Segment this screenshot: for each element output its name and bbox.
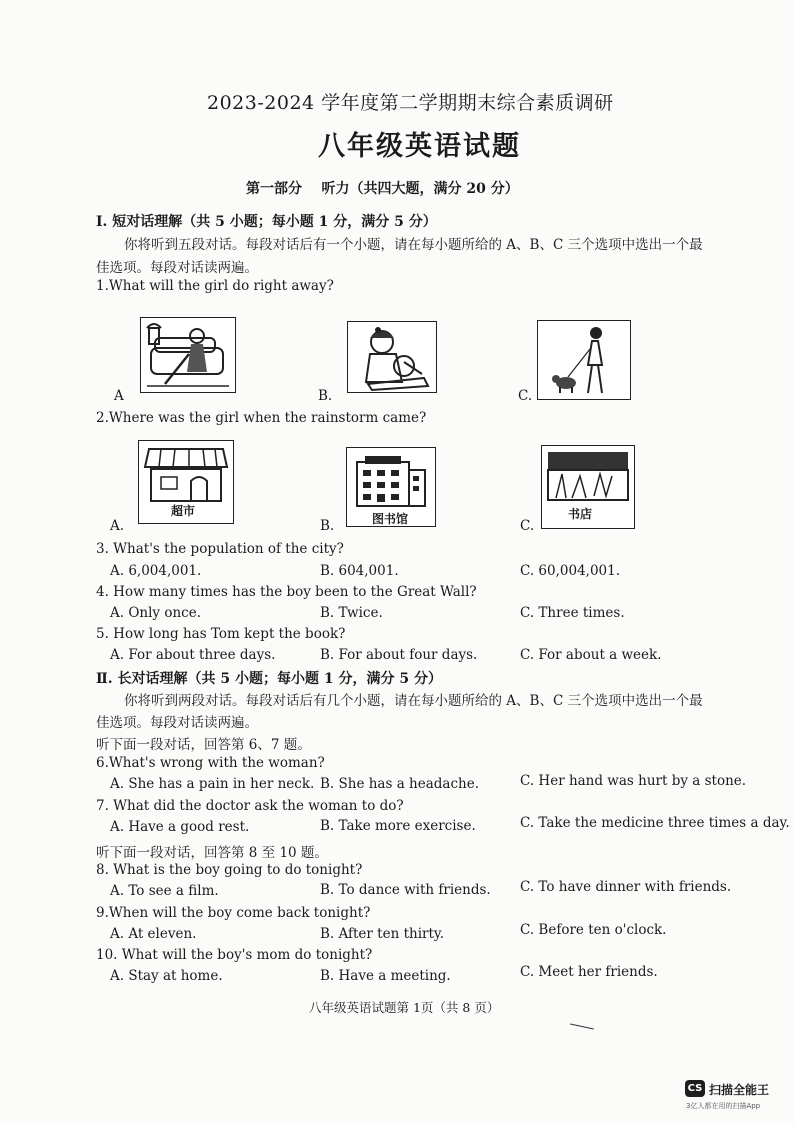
q8-option-c[interactable]: C. To have dinner with friends. xyxy=(520,879,732,895)
q9-option-b[interactable]: B. After ten thirty. xyxy=(320,926,445,942)
watermark-name: 扫描全能王 xyxy=(709,1083,770,1097)
q3-option-c[interactable]: C. 60,004,001. xyxy=(520,563,621,579)
exam-period-title: 2023-2024 学年度第二学期期末综合素质调研 xyxy=(207,92,614,114)
scan-mark xyxy=(570,1024,594,1030)
watermark-subtitle: 3亿人都在用的扫描App xyxy=(686,1102,761,1110)
q2-caption-b: 图书馆 xyxy=(372,512,409,526)
part-heading: 第一部分 听力（共四大题，满分 20 分） xyxy=(246,181,519,197)
q3-stem: 3. What's the population of the city? xyxy=(96,541,344,557)
q5-option-c[interactable]: C. For about a week. xyxy=(520,647,662,663)
section1-instruction: 你将听到五段对话。每段对话后有一个小题，请在每小题所给的 A、B、C 三个选项中选出一个最 xyxy=(124,237,703,253)
q1-option-c[interactable]: C. xyxy=(518,388,533,404)
q3-option-b[interactable]: B. 604,001. xyxy=(320,563,399,579)
q4-option-b[interactable]: B. Twice. xyxy=(320,605,383,621)
q8-stem: 8. What is the boy going to do tonight? xyxy=(96,862,363,878)
girl-reading-icon xyxy=(348,322,436,392)
q2-option-c[interactable]: C. xyxy=(520,518,535,534)
q7-option-c[interactable]: C. Take the medicine three times a day. xyxy=(520,815,790,831)
q1-picture-c xyxy=(537,320,631,400)
q10-option-a[interactable]: A. Stay at home. xyxy=(110,968,223,984)
q7-option-a[interactable]: A. Have a good rest. xyxy=(110,819,250,835)
section2-heading: Ⅱ. 长对话理解（共 5 小题；每小题 1 分，满分 5 分） xyxy=(96,671,443,687)
q7-stem: 7. What did the doctor ask the woman to do? xyxy=(96,798,404,814)
q9-option-a[interactable]: A. At eleven. xyxy=(110,926,197,942)
dialogue-note-1: 听下面一段对话，回答第 6、7 题。 xyxy=(96,737,311,753)
q8-option-b[interactable]: B. To dance with friends. xyxy=(320,882,491,898)
section1-instruction-cont: 佳选项。每段对话读两遍。 xyxy=(96,260,258,276)
section1-heading: Ⅰ. 短对话理解（共 5 小题；每小题 1 分，满分 5 分） xyxy=(96,214,437,230)
q4-option-c[interactable]: C. Three times. xyxy=(520,605,625,621)
q2-stem: 2.Where was the girl when the rainstorm came? xyxy=(96,410,427,426)
q5-option-b[interactable]: B. For about four days. xyxy=(320,647,478,663)
q5-stem: 5. How long has Tom kept the book? xyxy=(96,626,346,642)
walking-dog-icon xyxy=(538,321,630,399)
q8-option-a[interactable]: A. To see a film. xyxy=(110,883,219,899)
section2-instruction-cont: 佳选项。每段对话读两遍。 xyxy=(96,715,258,731)
dialogue-note-2: 听下面一段对话，回答第 8 至 10 题。 xyxy=(96,845,328,861)
q2-caption-a: 超市 xyxy=(171,504,196,518)
q1-picture-b xyxy=(347,321,437,393)
q1-option-b[interactable]: B. xyxy=(318,388,333,404)
q7-option-b[interactable]: B. Take more exercise. xyxy=(320,818,476,834)
q10-stem: 10. What will the boy's mom do tonight? xyxy=(96,947,373,963)
q6-option-b[interactable]: B. She has a headache. xyxy=(320,776,479,792)
q4-stem: 4. How many times has the boy been to the Great Wall? xyxy=(96,584,477,600)
sweeping-floor-icon xyxy=(141,318,235,392)
q9-option-c[interactable]: C. Before ten o'clock. xyxy=(520,922,667,938)
page-footer: 八年级英语试题第 1页（共 8 页） xyxy=(309,1000,500,1015)
q10-option-c[interactable]: C. Meet her friends. xyxy=(520,964,658,980)
q1-stem: 1.What will the girl do right away? xyxy=(96,278,334,294)
camscanner-logo-icon: CS xyxy=(685,1080,705,1097)
q3-option-a[interactable]: A. 6,004,001. xyxy=(110,563,202,579)
q5-option-a[interactable]: A. For about three days. xyxy=(110,647,276,663)
q2-caption-c: 书店 xyxy=(568,507,593,521)
q2-option-a[interactable]: A. xyxy=(110,518,125,534)
q6-option-a[interactable]: A. She has a pain in her neck. xyxy=(110,776,315,792)
q1-picture-a xyxy=(140,317,236,393)
section2-instruction: 你将听到两段对话。每段对话后有几个小题，请在每小题所给的 A、B、C 三个选项中选出一个最 xyxy=(124,693,703,709)
q9-stem: 9.When will the boy come back tonight? xyxy=(96,905,371,921)
page-title: 八年级英语试题 xyxy=(318,131,521,162)
q1-option-a[interactable]: A xyxy=(114,388,124,404)
q10-option-b[interactable]: B. Have a meeting. xyxy=(320,968,451,984)
q4-option-a[interactable]: A. Only once. xyxy=(110,605,201,621)
q2-option-b[interactable]: B. xyxy=(320,518,335,534)
q6-option-c[interactable]: C. Her hand was hurt by a stone. xyxy=(520,773,747,789)
q6-stem: 6.What's wrong with the woman? xyxy=(96,755,325,771)
